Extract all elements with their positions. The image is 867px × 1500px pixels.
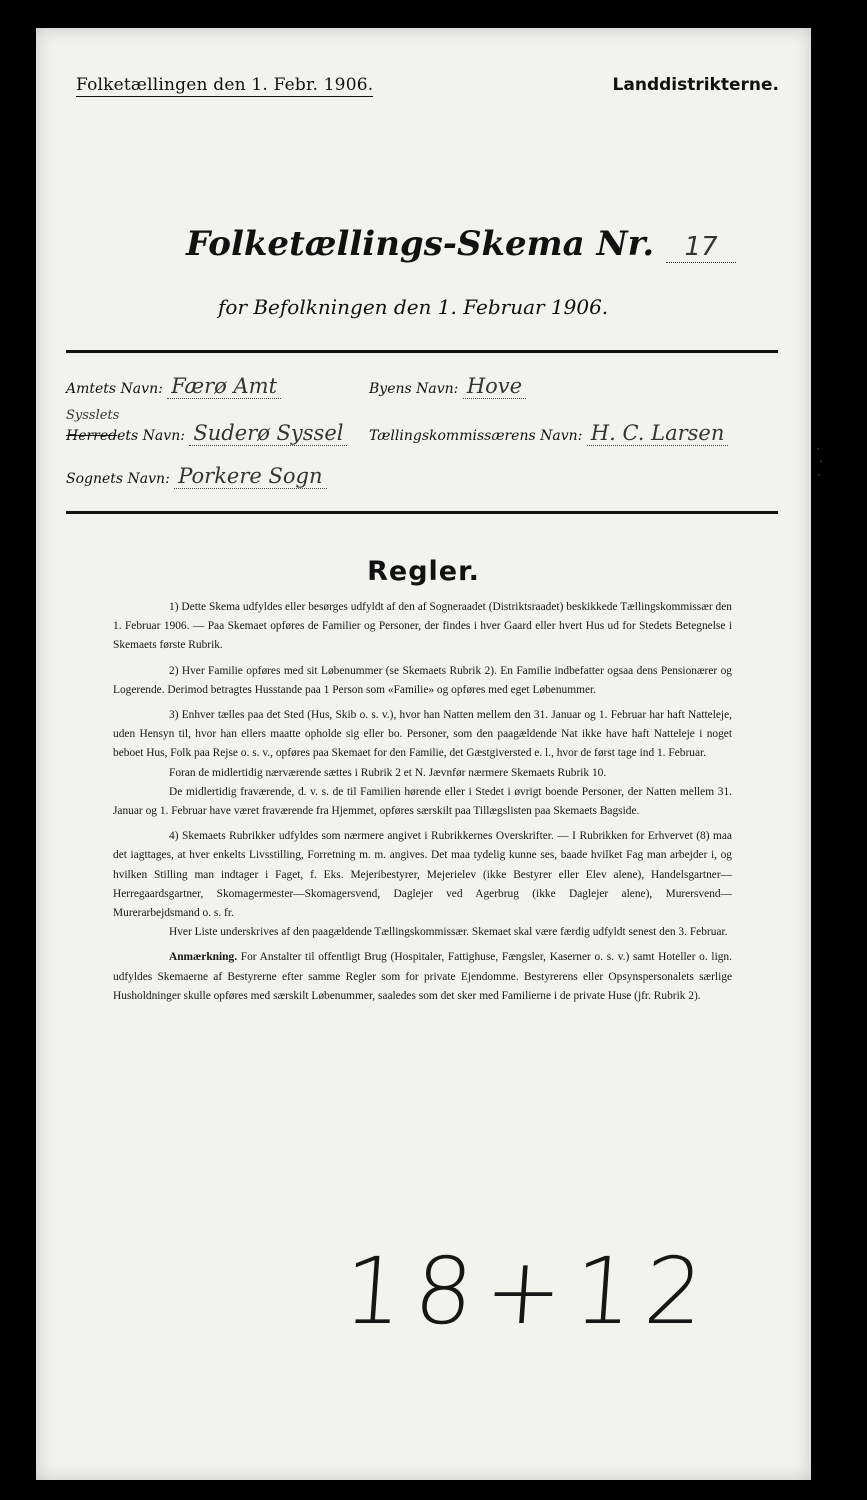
rule-3-absent: De midlertidig fraværende, d. v. s. de til Familien hørende eller i Stedet i øvrigt boende Personer, der Natten mellem 31. Januar og 1. Februar have været fraværende fra Hjemmet, opføres særskilt paa Tillægslisten paa Skemaets Bagside. (113, 785, 732, 818)
form-number: 17 (666, 232, 736, 263)
by-value: Hove (463, 374, 526, 399)
sogn-value: Porkere Sogn (174, 464, 326, 489)
rule-note (113, 948, 732, 1006)
rule-2: 2) Hver Familie opføres med sit Løbenummer (se Skemaets Rubrik 2). En Familie indbefatter ogsaa dens Pensionærer og Logerende. Derimod betragtes Husstande paa 1 Person som «Familie» og opføres med eget Løbenummer. (113, 664, 732, 696)
handwritten-total: 18+12 (340, 1238, 719, 1345)
herred-correction: Sysslets (66, 408, 120, 423)
herred-struck-prefix: Herred (66, 428, 118, 444)
rule-1: 1) Dette Skema udfyldes eller besørges udfyldt af den af Sogneraadet (Distriktsraadet) beskikkede Tællingskommissær den 1. Februar 1906. — Paa Skemaet opføres de Familier og Personer, der findes i hver Gaard eller hvert Hus ud for Stedets Betegnelse i Skemaets første Rubrik. (113, 601, 732, 652)
herred-value: Suderø Syssel (189, 421, 347, 446)
field-by (369, 374, 526, 399)
by-label: Byens Navn: (369, 381, 459, 397)
header-census-date: Folketællingen den 1. Febr. 1906. (76, 75, 374, 95)
kommissaer-value: H. C. Larsen (587, 421, 729, 446)
census-form-page (36, 28, 811, 1480)
scan-speck (820, 460, 822, 463)
field-kommissaer (369, 421, 728, 446)
form-title-text: Folketællings-Skema Nr. (186, 224, 655, 264)
bottom-rule (66, 511, 778, 514)
rules-heading: Regler. (367, 556, 480, 587)
rule-3-present: Foran de midlertidig nærværende sættes i Rubrik 2 et N. Jævnfør nærmere Skemaets Rubrik 10. (169, 766, 607, 779)
form-title (186, 224, 736, 264)
note-label: Anmærkning. (169, 951, 238, 964)
sogn-label: Sognets Navn: (66, 471, 170, 487)
top-rule (66, 350, 778, 353)
kommissaer-label: Tællingskommissærens Navn: (369, 428, 583, 444)
field-amt (66, 374, 281, 399)
field-sogn (66, 464, 327, 489)
note-text: For Anstalter til offentligt Brug (Hospitaler, Fattighuse, Fængsler, Kaserner o. s. v.) samt Hoteller o. lign. udfyldes Skemaerne af Bestyrerne efter samme Regler som for private Ejendomme. Bestyrerens eller Opsynspersonalets særlige Husholdninger skulle opføres med særskilt Løbenummer, saaledes som det sker med Familierne i de private Huse (jfr. Rubrik 2). (113, 951, 732, 1002)
form-subtitle: for Befolkningen den 1. Februar 1906. (218, 295, 609, 319)
field-herred (66, 421, 347, 446)
scan-speck (817, 448, 819, 450)
scan-speck (818, 474, 820, 476)
rules-body (113, 598, 732, 1012)
amt-value: Færø Amt (167, 374, 281, 399)
herred-label: ets Navn: (117, 428, 185, 444)
rule-4: 4) Skemaets Rubrikker udfyldes som nærmere angivet i Rubrikkernes Overskrifter. — I Rubrikken for Erhvervet (8) maa det iagttages, at hver enkelts Livsstilling, Forretning m. m. angives. Det maa tydelig kunne ses, baade hvilket Fag man arbejder i, og hvilken Stilling man indtager i Faget, f. Eks. Mejeribestyrer, Mejerielev (ikke Bestyrer eller Elev alene), Handelsgartner—Herregaardsgartner, Skomagermester—Skomagersvend, Daglejer ved Agerbrug (ikke Daglejer alene), Murersvend—Murerarbejdsmand o. s. fr. (113, 830, 732, 920)
amt-label: Amtets Navn: (66, 381, 163, 397)
header-district-type: Landdistrikterne. (612, 75, 779, 95)
rule-4-signature: Hver Liste underskrives af den paagældende Tællingskommissær. Skemaet skal være færdig udfyldt senest den 3. Februar. (169, 926, 728, 939)
rule-3: 3) Enhver tælles paa det Sted (Hus, Skib o. s. v.), hvor han Natten mellem den 31. Januar og 1. Februar har haft Natteleje, uden Hensyn til, hvor han ellers maatte opholde sig eller bo. Personer, som den paagældende Nat ikke have haft Natteleje i noget beboet Hus, Folk paa Rejse o. s. v., opføres paa Skemaet for den Familie, det Gæstgiversted e. l., hvor de først tage ind 1. Februar. (113, 709, 732, 760)
